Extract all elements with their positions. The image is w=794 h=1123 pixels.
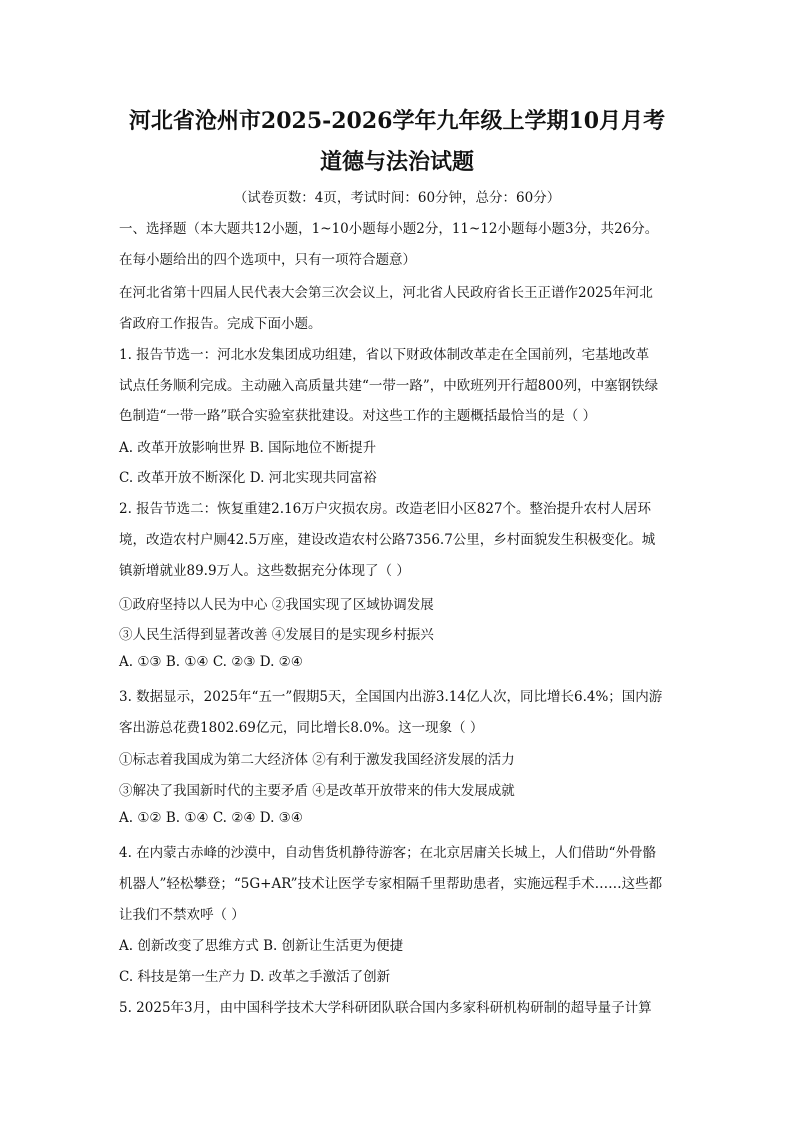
question-1-stem: 1. 报告节选一：河北水发集团成功组建，省以下财政体制改革走在全国前列，宅基地改革 bbox=[119, 347, 650, 363]
exam-subject-title: 道德与法治试题 bbox=[319, 149, 474, 175]
question-4-stem: 让我们不禁欢呼（ ） bbox=[119, 907, 245, 923]
section-instruction: 在每小题给出的四个选项中，只有一项符合题意） bbox=[119, 252, 416, 268]
question-5-stem: 5. 2025年3月，由中国科学技术大学科研团队联合国内多家科研机构研制的超导量子计算 bbox=[119, 1000, 652, 1016]
question-1-options: A. 改革开放影响世界 B. 国际地位不断提升 bbox=[119, 440, 377, 456]
question-3-statements: ①标志着我国成为第二大经济体 ②有利于激发我国经济发展的活力 bbox=[119, 752, 515, 768]
question-4-options: C. 科技是第一生产力 D. 改革之手激活了创新 bbox=[119, 969, 391, 985]
question-2-options: A. ①③ B. ①④ C. ②③ D. ②④ bbox=[119, 654, 303, 670]
question-3-stem: 客出游总花费1802.69亿元，同比增长8.0%。这一现象（ ） bbox=[119, 720, 484, 736]
material-text: 省政府工作报告。完成下面小题。 bbox=[119, 316, 322, 332]
question-1-stem: 试点任务顺利完成。主动融入高质量共建“一带一路”，中欧班列开行超800列，中塞钢铁绿 bbox=[119, 378, 659, 394]
question-2-statements: ①政府坚持以人民为中心 ②我国实现了区域协调发展 bbox=[119, 597, 434, 613]
question-2-stem: 镇新增就业89.9万人。这些数据充分体现了（ ） bbox=[119, 563, 410, 579]
question-3-stem: 3. 数据显示，2025年“五一”假期5天，全国国内出游3.14亿人次，同比增长6.4%；国内游 bbox=[119, 689, 663, 705]
question-2-stem: 2. 报告节选二：恢复重建2.16万户灾损农房。改造老旧小区827个。整治提升农村人居环 bbox=[119, 501, 651, 517]
question-4-stem: 4. 在内蒙古赤峰的沙漠中，自动售货机静待游客；在北京居庸关长城上，人们借助“外骨骼 bbox=[119, 845, 657, 861]
question-4-stem: 机器人”轻松攀登；“5G+AR”技术让医学专家相隔千里帮助患者，实施远程手术……这些都 bbox=[119, 876, 663, 892]
exam-info: （试卷页数：4页，考试时间：60分钟，总分：60分） bbox=[233, 190, 561, 206]
section-heading: 一、选择题（本大题共12小题，1~10小题每小题2分，11~12小题每小题3分，共26分。 bbox=[119, 221, 659, 237]
question-2-stem: 境，改造农村户厕42.5万座，建设改造农村公路7356.7公里，乡村面貌发生积极变化。城 bbox=[119, 532, 656, 548]
question-4-options: A. 创新改变了思维方式 B. 创新让生活更为便捷 bbox=[119, 938, 404, 954]
question-3-statements: ③解决了我国新时代的主要矛盾 ④是改革开放带来的伟大发展成就 bbox=[119, 783, 515, 799]
question-1-stem: 色制造“一带一路”联合实验室获批建设。对这些工作的主题概括最恰当的是（ ） bbox=[119, 408, 597, 424]
question-2-statements: ③人民生活得到显著改善 ④发展目的是实现乡村振兴 bbox=[119, 627, 434, 643]
question-1-options: C. 改革开放不断深化 D. 河北实现共同富裕 bbox=[119, 470, 377, 486]
exam-title: 河北省沧州市2025-2026学年九年级上学期10月月考 bbox=[128, 108, 666, 134]
question-3-options: A. ①② B. ①④ C. ②④ D. ③④ bbox=[119, 810, 303, 826]
material-text: 在河北省第十四届人民代表大会第三次会议上，河北省人民政府省长王正谱作2025年河北 bbox=[119, 285, 653, 301]
